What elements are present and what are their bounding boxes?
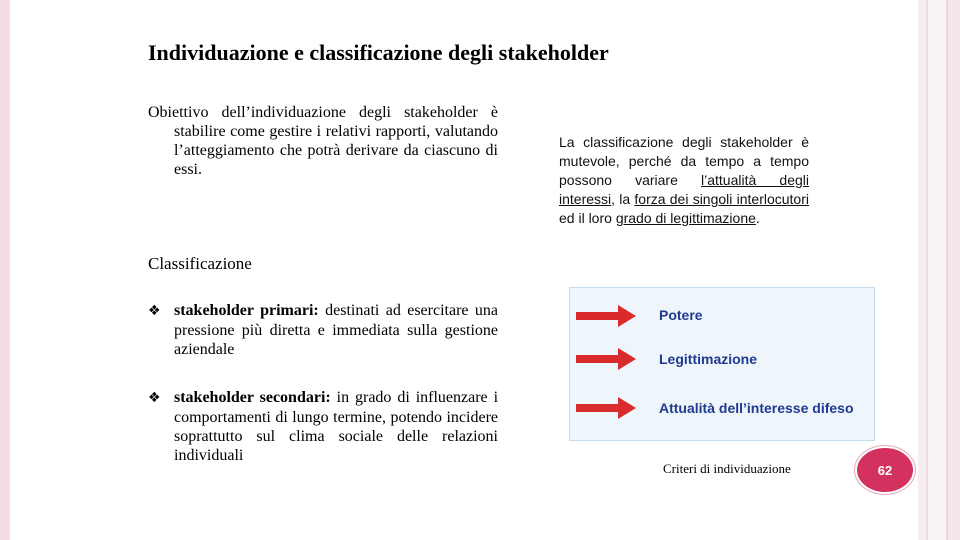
bullet-secondary-text: in grado di influenzare i comportamenti di lungo termine, potendo incidere soprattutto sul clima sociale delle relazioni individuali bbox=[174, 389, 499, 464]
page-number: 62 bbox=[877, 462, 893, 478]
objective-paragraph: Obiettivo dell’individuazione degli stakeholder è stabilire come gestire i relativi rapporti, valutando l’atteggiamento che potrà derivare da ciascuno di essi. bbox=[148, 104, 498, 178]
classification-heading: Classificazione bbox=[148, 254, 252, 273]
underlined-attualita: l’attualità degli interessi bbox=[559, 172, 809, 207]
bullet-secondary-stakeholders bbox=[148, 388, 498, 465]
diamond-bullet-icon: ❖ bbox=[148, 303, 161, 319]
underlined-forza: forza dei singoli interlocutori bbox=[634, 191, 809, 207]
classification-text-2: , la bbox=[611, 191, 635, 207]
slide-title: Individuazione e classificazione degli stakeholder bbox=[148, 40, 609, 65]
classification-text-4: . bbox=[755, 210, 760, 226]
underlined-legittimazione: grado di legittimazione bbox=[615, 210, 756, 226]
diamond-bullet-icon: ❖ bbox=[148, 390, 161, 406]
criterion-row-potere bbox=[570, 296, 874, 336]
bullet-primary-term: stakeholder primari: bbox=[174, 302, 319, 319]
bullet-secondary-term: stakeholder secondari: bbox=[174, 389, 331, 406]
criteria-caption: Criteri di individuazione bbox=[663, 461, 791, 476]
criteria-diagram bbox=[569, 287, 875, 441]
red-arrow-icon bbox=[574, 390, 638, 430]
red-arrow-icon bbox=[574, 296, 638, 336]
criterion-label: Legittimazione bbox=[659, 351, 758, 367]
bullet-primary-stakeholders bbox=[148, 301, 498, 359]
classification-text-1: La classificazione degli stakeholder è mutevole, perché da tempo a tempo possono variare bbox=[559, 134, 809, 188]
right-frame-border bbox=[918, 0, 960, 540]
criterion-row-attualita bbox=[570, 390, 874, 430]
criterion-label: Potere bbox=[659, 307, 703, 323]
left-frame-border bbox=[0, 0, 10, 540]
bullet-primary-text: destinati ad esercitare una pressione più diretta e immediata sulla gestione aziendale bbox=[174, 302, 498, 358]
red-arrow-icon bbox=[574, 341, 638, 381]
page-number-badge bbox=[857, 448, 913, 492]
criterion-label: Attualità dell’interesse difeso bbox=[659, 400, 854, 416]
classification-paragraph bbox=[559, 133, 809, 228]
criterion-row-legittimazione bbox=[570, 341, 874, 381]
classification-text-3: ed il loro bbox=[559, 210, 616, 226]
